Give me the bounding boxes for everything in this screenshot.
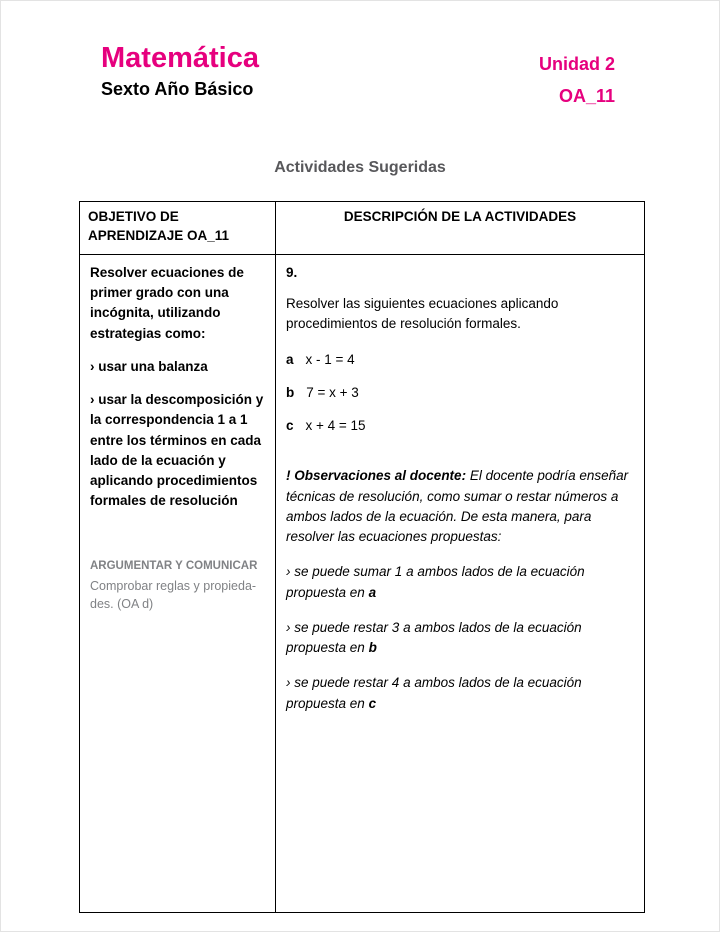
equation-label-a: a: [286, 351, 294, 367]
description-column-header: DESCRIPCIÓN DE LA ACTIVIDADES: [276, 202, 645, 255]
note-b: [286, 618, 634, 659]
equation-label-c: c: [286, 418, 294, 434]
observations-lead: ! Observaciones al docente:: [286, 468, 467, 484]
table-body-row: [80, 254, 645, 912]
equation-label-b: b: [286, 384, 295, 400]
activity-number: 9.: [286, 264, 298, 280]
teacher-observations: [286, 466, 634, 547]
note-c-text: › se puede restar 4 a ambos lados de la ecuación propuesta en: [286, 675, 582, 711]
note-a-text: › se puede sumar 1 a ambos lados de la ecuación propuesta en: [286, 564, 585, 600]
note-c-ref: c: [368, 695, 377, 711]
equation-row-a: [286, 350, 634, 370]
oa-label: OA_11: [558, 86, 615, 106]
subject-title: Matemática: [101, 42, 259, 74]
note-a: [286, 562, 634, 603]
activities-table: [79, 201, 645, 913]
note-b-ref: b: [368, 640, 377, 656]
skill-line-1: Comprobar reglas y propieda-: [90, 578, 257, 593]
note-b-text: › se puede restar 3 a ambos lados de la ecuación propuesta en: [286, 619, 582, 656]
objective-intro: Resolver ecuaciones de primer grado con una incógnita, utilizando estrategias como:: [90, 264, 244, 341]
activity-intro: Resolver las siguientes ecuaciones aplicando procedimientos de resolución formales.: [286, 296, 559, 332]
equation-row-b: [286, 383, 634, 403]
header-right: [539, 43, 615, 107]
objective-column-header: [80, 202, 276, 255]
activities-table-head: [80, 202, 645, 255]
objective-header-line1: OBJETIVO DE: [88, 209, 179, 224]
note-a-ref: a: [368, 584, 377, 600]
equation-text-c: x + 4 = 15: [305, 418, 366, 434]
description-cell: [276, 254, 645, 912]
note-c: [286, 673, 634, 714]
equation-row-c: [286, 416, 634, 436]
objective-cell: [80, 254, 276, 912]
objective-bullet-2: › usar la descomposición y la correspondencia 1 a 1 entre los términos en cada lado de la ecuación y aplicando procedimientos formales de resolución: [90, 392, 264, 509]
skill-line-2: des. (OA d): [90, 596, 154, 611]
header-left: [101, 43, 259, 100]
page-header: [101, 43, 615, 107]
observations-text: El docente podría enseñar técnicas de resolución, como sumar o restar números a ambos lados de la ecuación. De esta manera, para resolver las ecuaciones propuestas:: [286, 468, 629, 545]
grade-subtitle: Sexto Año Básico: [101, 78, 254, 99]
skill-heading: ARGUMENTAR Y COMUNICAR: [90, 559, 258, 572]
objective-bullet-1: › usar una balanza: [90, 358, 208, 374]
activities-table-body: [80, 254, 645, 912]
table-header-row: [80, 202, 645, 255]
equation-text-b: 7 = x + 3: [306, 384, 359, 400]
page-title: Actividades Sugeridas: [274, 159, 446, 176]
skill-block: [90, 558, 265, 614]
objective-header-line2: APRENDIZAJE OA_11: [88, 227, 230, 243]
equation-text-a: x - 1 = 4: [305, 351, 355, 367]
unit-label: Unidad 2: [538, 54, 615, 74]
